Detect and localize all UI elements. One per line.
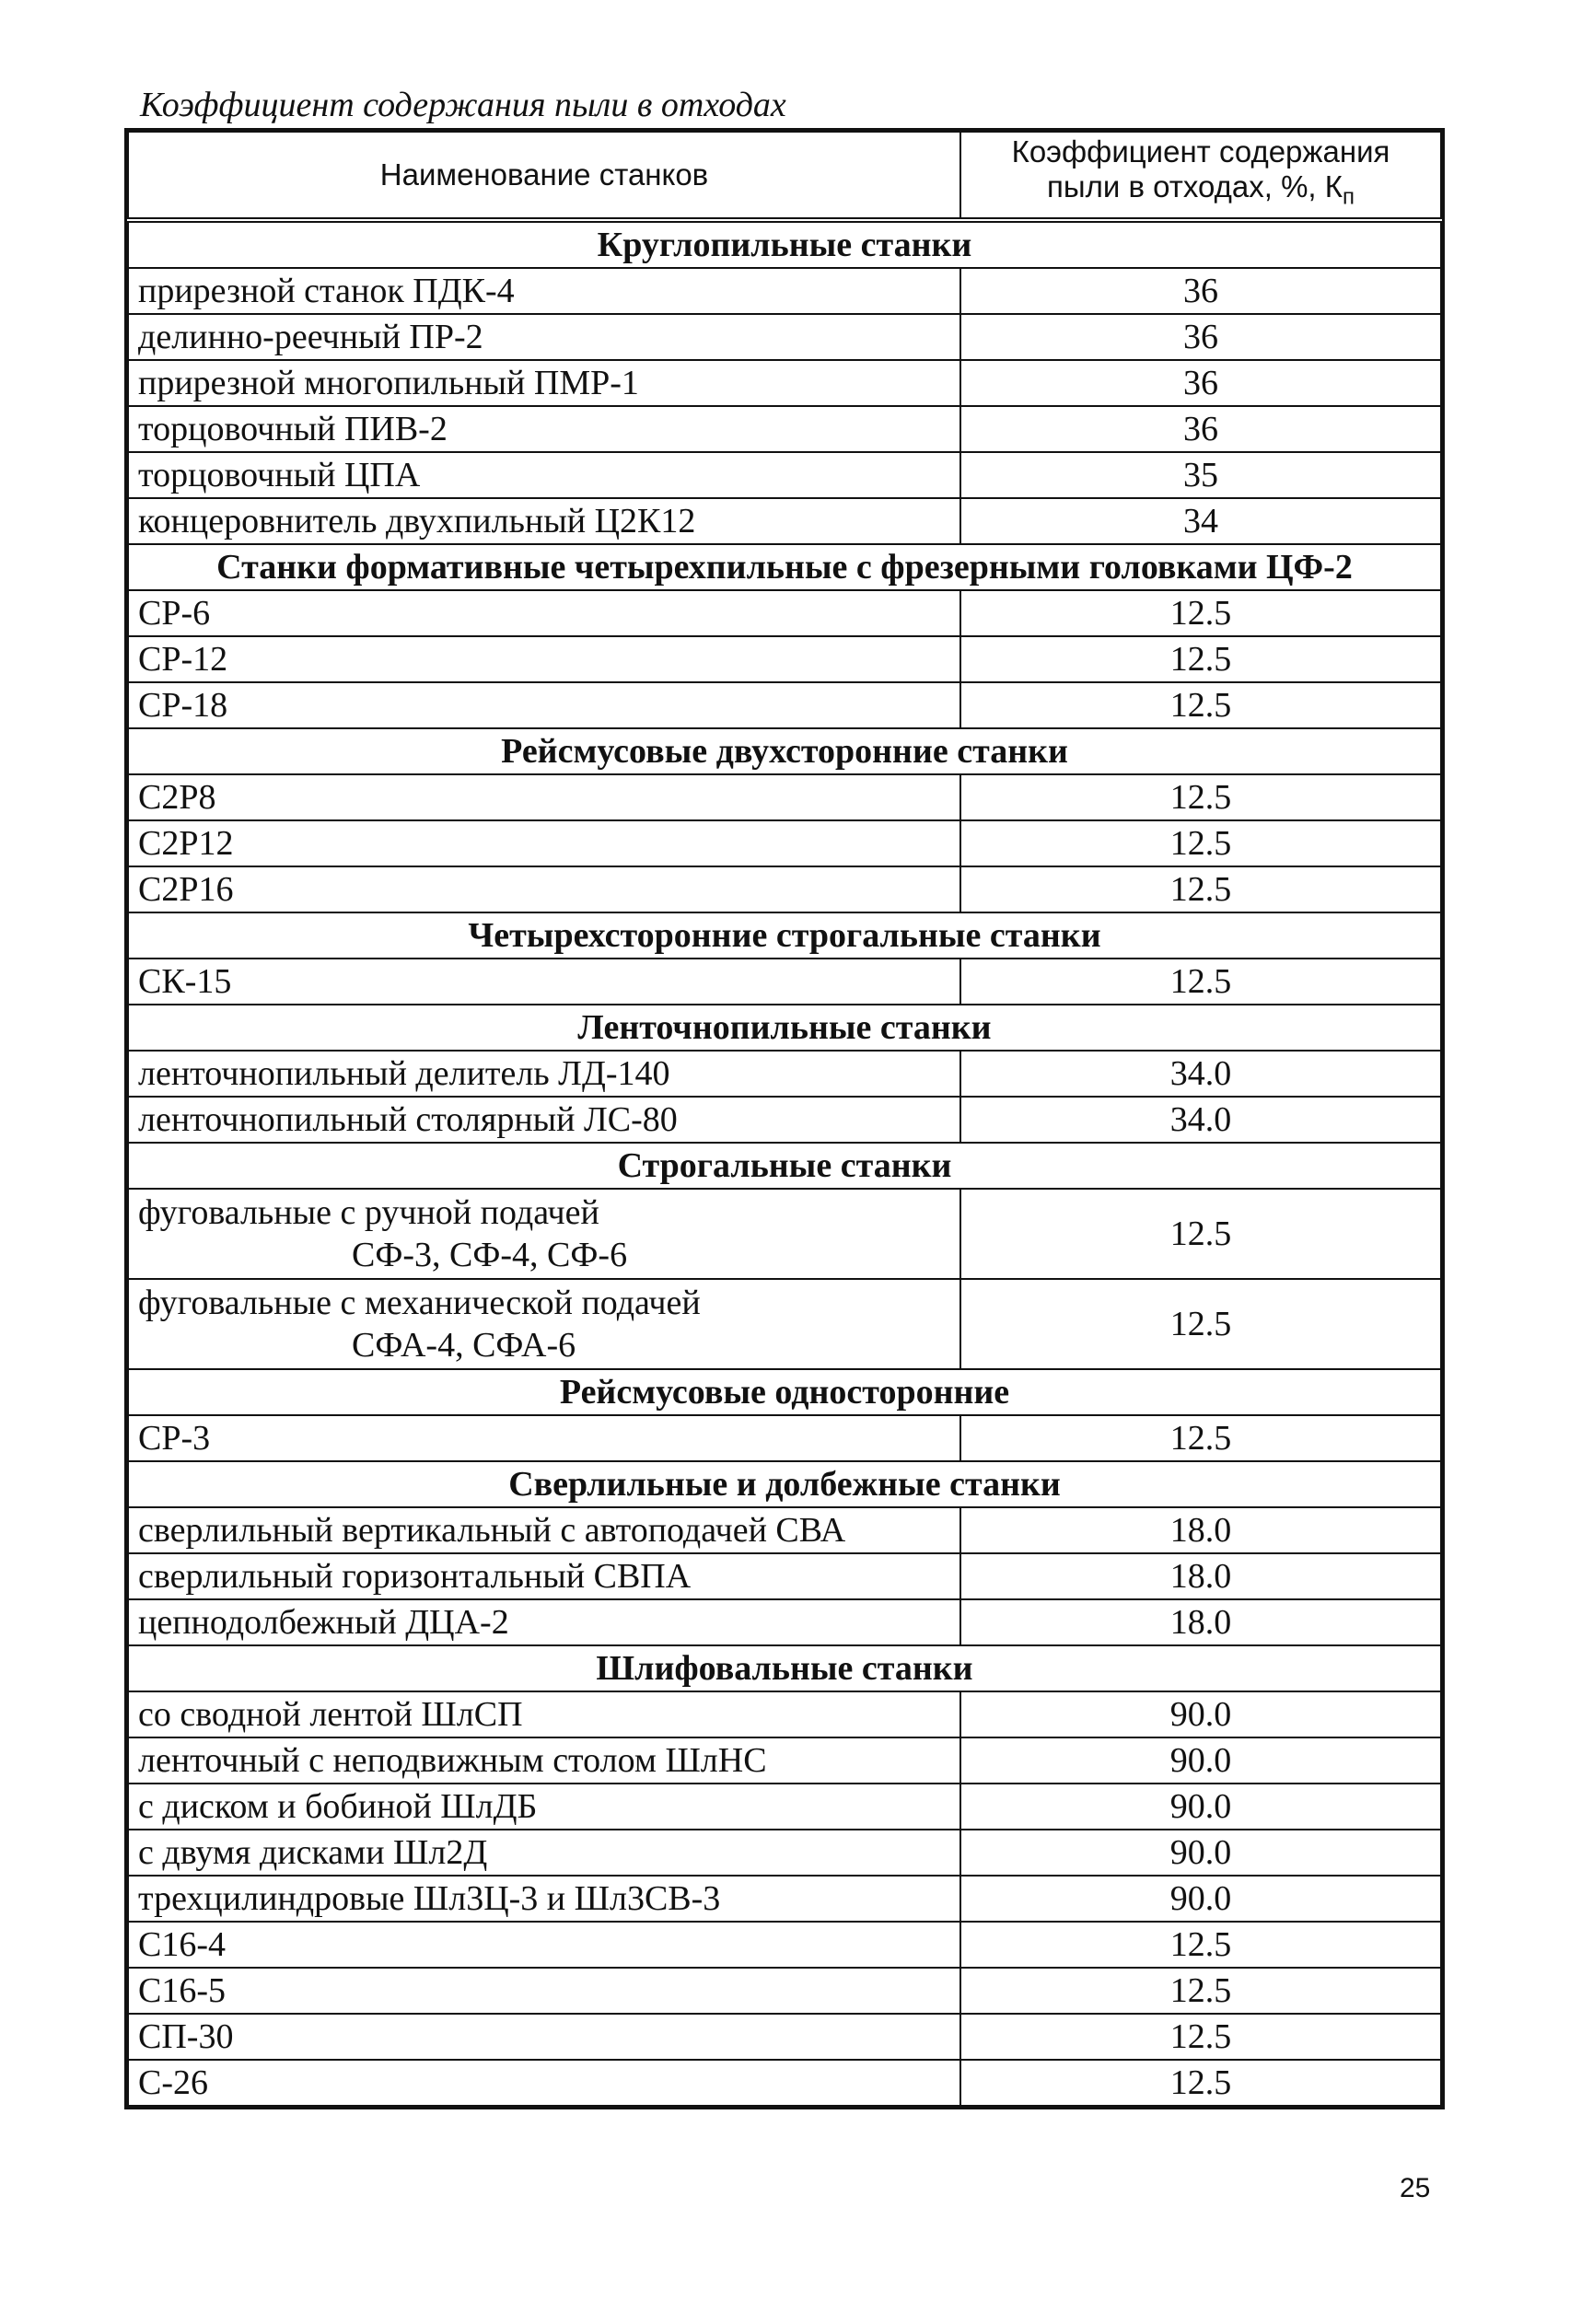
coefficient-value: 35 [960,452,1441,498]
section-title: Ленточнопильные станки [128,1005,1441,1051]
coefficient-value: 12.5 [960,959,1441,1005]
coefficient-value: 12.5 [960,682,1441,728]
section-title: Круглопильные станки [128,220,1441,268]
machine-name-cell: сверлильный вертикальный с автоподачей СВА [128,1507,960,1553]
machine-name-cell: ленточнопильный делитель ЛД-140 [128,1051,960,1097]
section-title: Станки формативные четырехпильные с фрезерными головками ЦФ-2 [128,544,1441,590]
coefficient-value: 90.0 [960,1737,1441,1784]
table-row [128,1279,1441,1369]
table-header-row [128,132,1441,220]
machine-name-cell: СР-18 [128,682,960,728]
coefficient-value: 12.5 [960,636,1441,682]
table-row [128,1737,1441,1784]
machine-name-cell: со сводной лентой ШлСП [128,1691,960,1737]
section-header-row [128,1005,1441,1051]
header-machine-name: Наименование станков [128,132,960,220]
table-row [128,682,1441,728]
dust-coefficient-table [124,128,1445,2109]
section-title: Сверлильные и долбежные станки [128,1461,1441,1507]
coefficient-value: 90.0 [960,1784,1441,1830]
coefficient-value: 36 [960,406,1441,452]
coefficient-value: 12.5 [960,1415,1441,1461]
machine-name-cell: трехцилиндровые Шл3Ц-3 и Шл3СВ-3 [128,1876,960,1922]
table-row [128,866,1441,912]
table-row [128,1784,1441,1830]
table-row [128,360,1441,406]
machine-name-cell: С16-4 [128,1922,960,1968]
coefficient-value: 12.5 [960,1279,1441,1369]
table-row [128,1691,1441,1737]
table-body [128,220,1441,2106]
table-row [128,1507,1441,1553]
coefficient-value: 12.5 [960,866,1441,912]
machine-name-cell: торцовочный ЦПА [128,452,960,498]
coefficient-value: 90.0 [960,1876,1441,1922]
machine-name-cell: СП-30 [128,2014,960,2060]
coefficient-value: 12.5 [960,774,1441,820]
machine-models: СФА-4, СФА-6 [352,1326,576,1365]
section-header-row [128,912,1441,959]
coefficient-value: 12.5 [960,1189,1441,1279]
table-row [128,1599,1441,1645]
section-header-row [128,1369,1441,1415]
table-row [128,1922,1441,1968]
table-row [128,1553,1441,1599]
section-title: Рейсмусовые односторонние [128,1369,1441,1415]
machine-models: СФ-3, СФ-4, СФ-6 [352,1236,628,1274]
table-row [128,1876,1441,1922]
coefficient-value: 18.0 [960,1507,1441,1553]
table-row [128,1415,1441,1461]
table-row [128,590,1441,636]
section-header-row [128,220,1441,268]
machine-name-cell: С2Р16 [128,866,960,912]
machine-name-cell: концеровнитель двухпильный Ц2К12 [128,498,960,544]
table-caption: Коэффициент содержания пыли в отходах [140,86,786,124]
table-row [128,498,1441,544]
coefficient-value: 90.0 [960,1830,1441,1876]
machine-name-cell [128,1189,960,1279]
machine-name-cell: С-26 [128,2060,960,2106]
coefficient-value: 90.0 [960,1691,1441,1737]
machine-name-cell: С2Р8 [128,774,960,820]
coefficient-value: 34.0 [960,1051,1441,1097]
machine-name-cell: СР-12 [128,636,960,682]
coefficient-value: 36 [960,314,1441,360]
machine-name-cell: СР-6 [128,590,960,636]
table-row [128,1830,1441,1876]
machine-name-cell: прирезной станок ПДК-4 [128,268,960,314]
coefficient-value: 12.5 [960,2014,1441,2060]
section-header-row [128,1645,1441,1691]
table-row [128,1189,1441,1279]
coefficient-value: 34 [960,498,1441,544]
machine-name-cell: ленточнопильный столярный ЛС-80 [128,1097,960,1143]
coefficient-value: 34.0 [960,1097,1441,1143]
header-coefficient-line1: Коэффициент содержания [1011,134,1390,169]
section-title: Строгальные станки [128,1143,1441,1189]
coefficient-value: 12.5 [960,590,1441,636]
machine-name-cell: СК-15 [128,959,960,1005]
table-row [128,1097,1441,1143]
coefficient-value: 12.5 [960,820,1441,866]
table-row [128,1968,1441,2014]
machine-name-cell: цепнодолбежный ДЦА-2 [128,1599,960,1645]
section-title: Четырехсторонние строгальные станки [128,912,1441,959]
machine-name-cell: с двумя дисками Шл2Д [128,1830,960,1876]
table-row [128,452,1441,498]
coefficient-value: 12.5 [960,2060,1441,2106]
section-header-row [128,544,1441,590]
section-title: Шлифовальные станки [128,1645,1441,1691]
table-row [128,1051,1441,1097]
table-row [128,268,1441,314]
coefficient-value: 12.5 [960,1968,1441,2014]
header-coefficient [960,132,1441,220]
table-row [128,2014,1441,2060]
machine-name-cell: прирезной многопильный ПМР-1 [128,360,960,406]
section-title: Рейсмусовые двухсторонние станки [128,728,1441,774]
table-row [128,406,1441,452]
machine-name-cell: С2Р12 [128,820,960,866]
coefficient-value: 36 [960,268,1441,314]
table-row [128,959,1441,1005]
machine-name-cell: СР-3 [128,1415,960,1461]
machine-name-cell [128,1279,960,1369]
machine-name-cell: сверлильный горизонтальный СВПА [128,1553,960,1599]
coefficient-value: 36 [960,360,1441,406]
machine-name-cell: С16-5 [128,1968,960,2014]
coefficient-value: 12.5 [960,1922,1441,1968]
table-row [128,314,1441,360]
section-header-row [128,1461,1441,1507]
section-header-row [128,1143,1441,1189]
page-number: 25 [1400,2173,1431,2203]
coefficient-value: 18.0 [960,1553,1441,1599]
machine-name: фуговальные с механической подачей [138,1284,701,1322]
table-row [128,2060,1441,2106]
machine-name: фуговальные с ручной подачей [138,1193,599,1232]
machine-name-cell: ленточный с неподвижным столом ШлНС [128,1737,960,1784]
table-row [128,774,1441,820]
section-header-row [128,728,1441,774]
machine-name-cell: делинно-реечный ПР-2 [128,314,960,360]
machine-name-cell: торцовочный ПИВ-2 [128,406,960,452]
machine-name-cell: с диском и бобиной ШлДБ [128,1784,960,1830]
table-row [128,820,1441,866]
header-coefficient-line2: пыли в отходах, %, $К_п$ [1047,169,1355,210]
coefficient-value: 18.0 [960,1599,1441,1645]
table-row [128,636,1441,682]
